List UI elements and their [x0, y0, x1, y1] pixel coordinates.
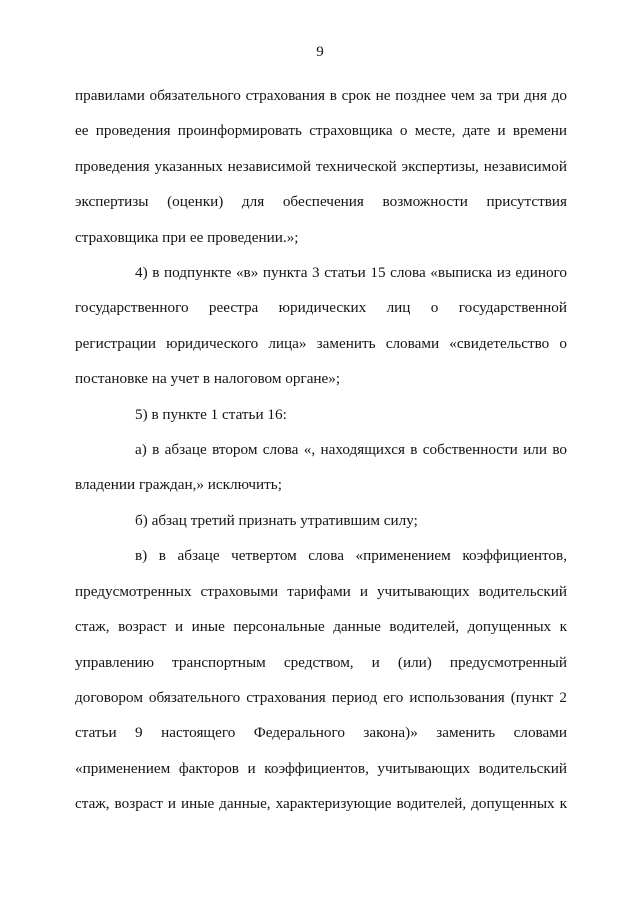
- text-line: экспертизы (оценки) для обеспечения возможности присутствия: [75, 193, 567, 211]
- text-line: ее проведения проинформировать страховщика о месте, дате и времени: [75, 122, 567, 140]
- text-line: договором обязательного страхования период его использования (пункт 2: [75, 688, 567, 706]
- text-line: статьи 9 настоящего Федерального закона)» заменить словами: [75, 724, 567, 742]
- text-line: 5) в пункте 1 статьи 16:: [135, 405, 287, 423]
- text-line: страховщика при ее проведении.»;: [75, 228, 299, 246]
- text-line: б) абзац третий признать утратившим силу;: [135, 511, 418, 529]
- text-line: постановке на учет в налоговом органе»;: [75, 370, 341, 388]
- text-line: в) в абзаце четвертом слова «применением коэффициентов,: [135, 547, 567, 565]
- text-line: предусмотренных страховыми тарифами и учитывающих водительский: [75, 582, 567, 600]
- text-line: «применением факторов и коэффициентов, учитывающих водительский: [75, 759, 567, 777]
- text-line: стаж, возраст и иные персональные данные водителей, допущенных к: [75, 618, 567, 636]
- text-line: стаж, возраст и иные данные, характеризующие водителей, допущенных к: [75, 795, 567, 813]
- text-line: проведения указанных независимой технической экспертизы, независимой: [75, 157, 567, 175]
- body-text: [75, 78, 567, 822]
- text-line: владении граждан,» исключить;: [75, 476, 282, 494]
- page-number: 9: [316, 44, 324, 60]
- text-line: регистрации юридического лица» заменить словами «свидетельство о: [75, 334, 567, 352]
- text-line: 4) в подпункте «в» пункта 3 статьи 15 слова «выписка из единого: [135, 264, 567, 282]
- text-line: правилами обязательного страхования в срок не позднее чем за три дня до: [75, 87, 567, 104]
- text-line: государственного реестра юридических лиц о государственной: [75, 299, 567, 317]
- text-line: управлению транспортным средством, и (или) предусмотренный: [75, 653, 567, 671]
- text-line: а) в абзаце втором слова «, находящихся в собственности или во: [135, 441, 567, 459]
